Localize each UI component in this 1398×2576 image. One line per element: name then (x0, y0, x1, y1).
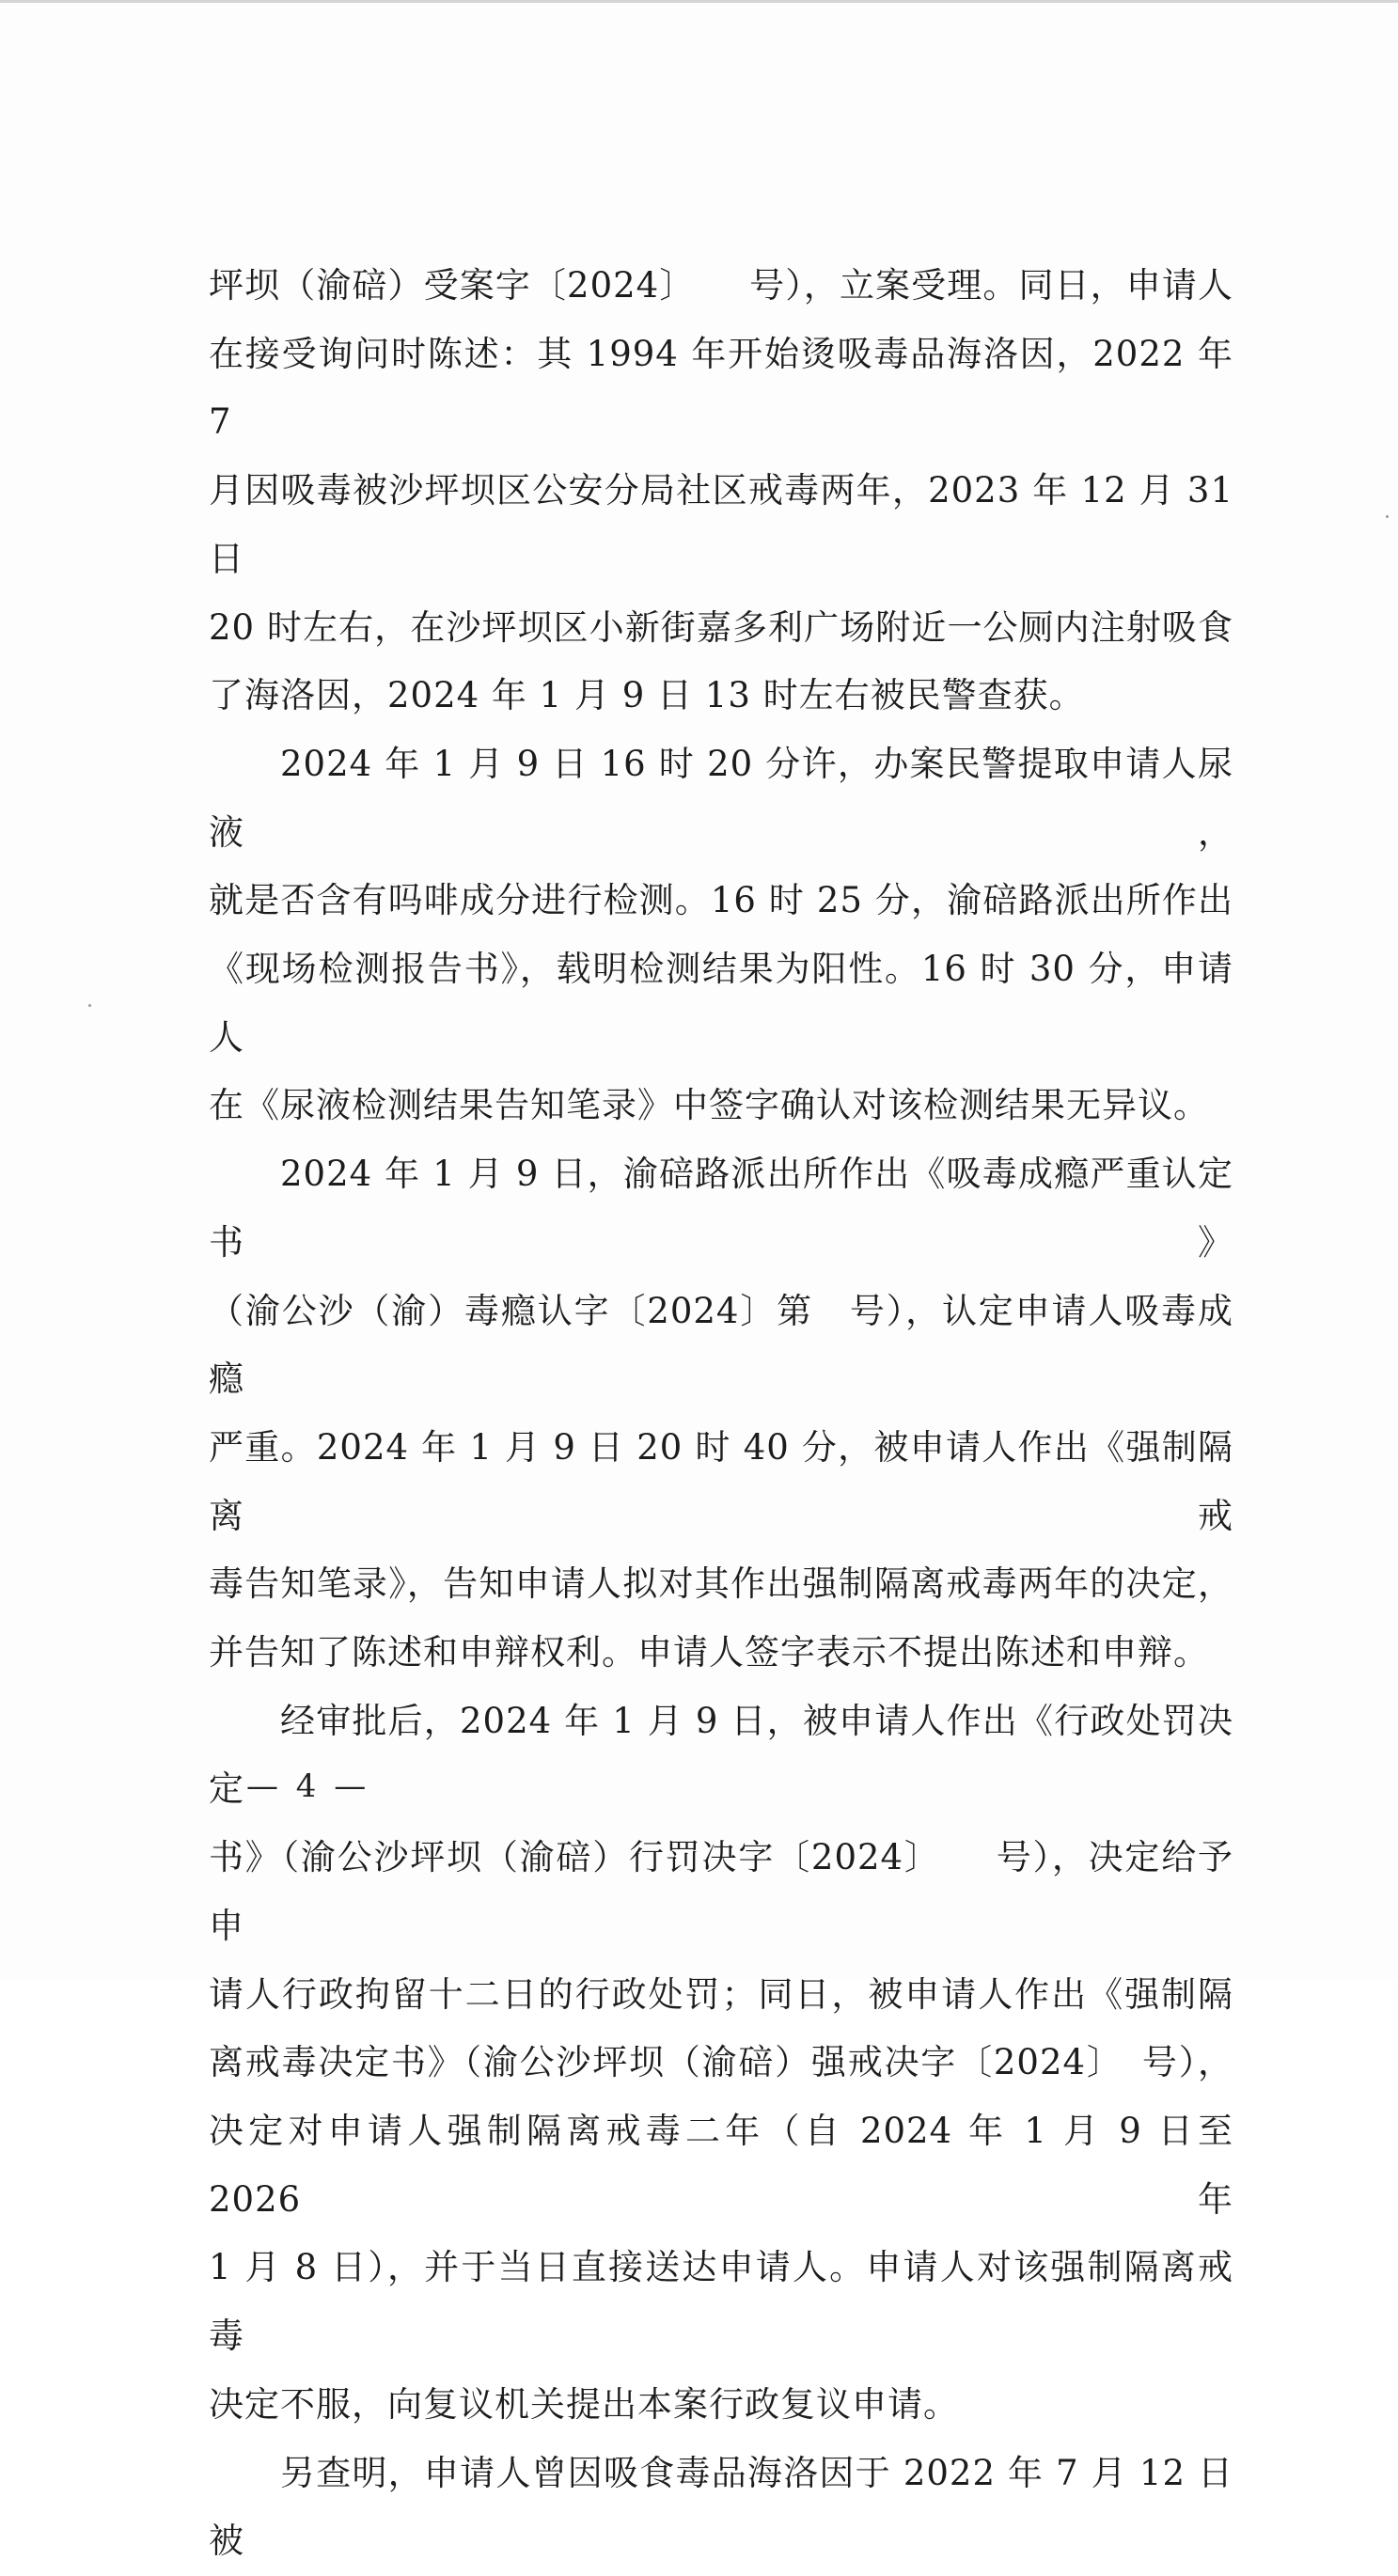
scan-top-edge (0, 0, 1398, 3)
paragraph-4-line-7: 决定不服，向复议机关提出本案行政复议申请。 (209, 2383, 959, 2425)
scan-speck (1386, 515, 1389, 518)
paragraph-3-line-1: 2024 年 1 月 9 日，渝碚路派出所作出《吸毒成瘾严重认定书》 (209, 1154, 1233, 1263)
paragraph-2-line-4: 在《尿液检测结果告知笔录》中签字确认对该检测结果无异议。 (209, 1085, 1209, 1126)
paragraph-2-line-3: 《现场检测报告书》，载明检测结果为阳性。16 时 30 分，申请人 (209, 949, 1233, 1058)
page-number: — 4 — (246, 1767, 370, 1805)
paragraph-3-line-4: 毒告知笔录》，告知申请人拟对其作出强制隔离戒毒两年的决定， (209, 1563, 1233, 1605)
body-text (209, 252, 1233, 2576)
paragraph-3-line-2: （渝公沙（渝）毒瘾认字〔2024〕第 号），认定申请人吸毒成瘾 (209, 1290, 1233, 1400)
paragraph-1-line-2: 在接受询问时陈述：其 1994 年开始烫吸毒品海洛因，2022 年 7 (209, 333, 1233, 443)
paragraph-3-line-5: 并告知了陈述和申辩权利。申请人签字表示不提出陈述和申辩。 (209, 1632, 1209, 1673)
paragraph-2-line-2: 就是否含有吗啡成分进行检测。16 时 25 分，渝碚路派出所作出 (209, 880, 1233, 921)
paragraph-4-line-2: 书》（渝公沙坪坝（渝碚）行罚决字〔2024〕 号），决定给予申 (209, 1837, 1233, 1946)
paragraph-4-line-5: 决定对申请人强制隔离戒毒二年（自 2024 年 1 月 9 日至 2026 年 (209, 2110, 1233, 2220)
paragraph-3-line-3: 严重。2024 年 1 月 9 日 20 时 40 分，被申请人作出《强制隔离戒 (209, 1426, 1233, 1536)
paragraph-5-line-1: 另查明，申请人曾因吸食毒品海洛因于 2022 年 7 月 12 日被 (209, 2452, 1233, 2562)
paragraph-4-line-3: 请人行政拘留十二日的行政处罚；同日，被申请人作出《强制隔 (209, 1973, 1233, 2015)
paragraph-4-line-4: 离戒毒决定书》（渝公沙坪坝（渝碚）强戒决字〔2024〕 号）， (209, 2042, 1233, 2083)
paragraph-4-line-6: 1 月 8 日），并于当日直接送达申请人。申请人对该强制隔离戒毒 (209, 2247, 1233, 2357)
scan-speck (88, 1004, 91, 1007)
paragraph-1-line-3: 月因吸毒被沙坪坝区公安分局社区戒毒两年，2023 年 12 月 31 日 (209, 470, 1233, 579)
paragraph-1-line-1: 坪坝（渝碚）受案字〔2024〕 号），立案受理。同日，申请人 (209, 265, 1233, 306)
paragraph-2-line-1: 2024 年 1 月 9 日 16 时 20 分许，办案民警提取申请人尿液， (209, 743, 1233, 853)
paragraph-1-line-4: 20 时左右，在沙坪坝区小新街嘉多利广场附近一公厕内注射吸食 (209, 606, 1233, 648)
paragraph-4-line-1: 经审批后，2024 年 1 月 9 日，被申请人作出《行政处罚决定 (209, 1700, 1233, 1810)
paragraph-1-line-5: 了海洛因，2024 年 1 月 9 日 13 时左右被民警查获。 (209, 675, 1085, 716)
